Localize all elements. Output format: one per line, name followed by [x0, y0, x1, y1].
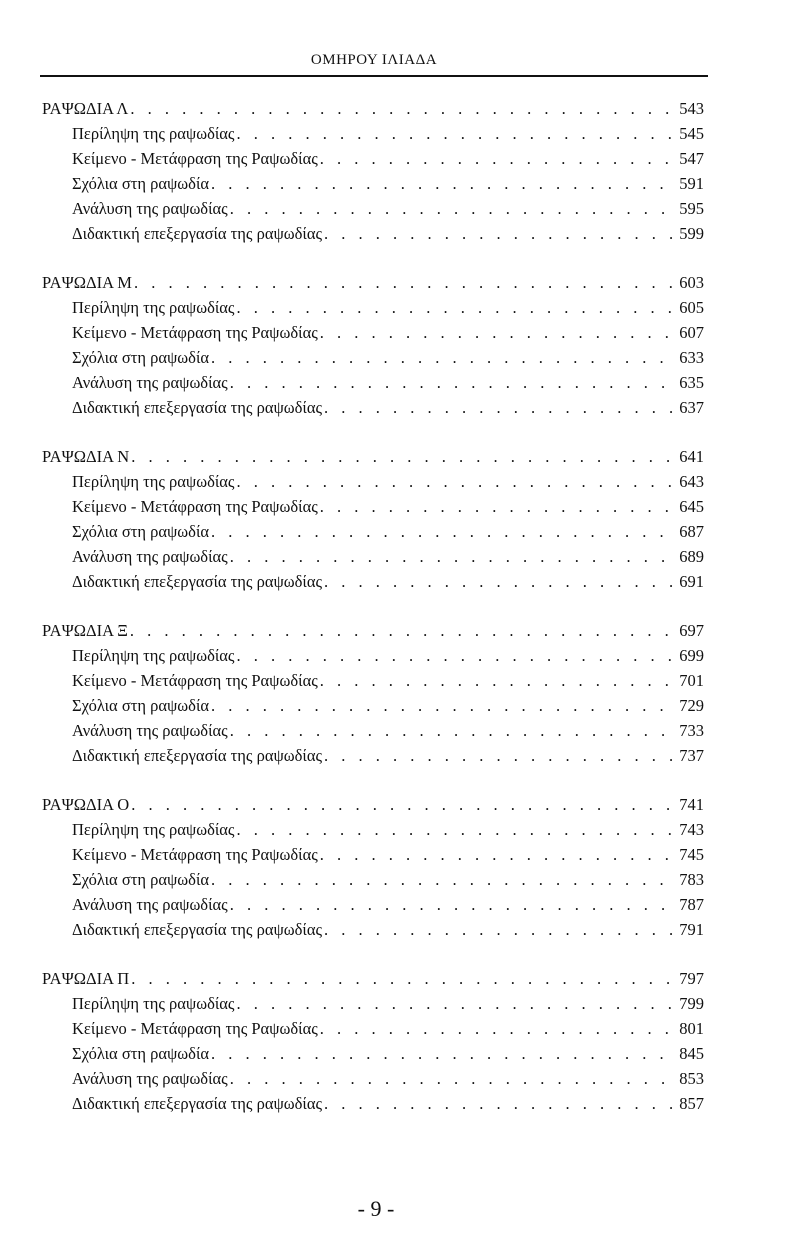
toc-page-number: 691	[679, 572, 704, 591]
toc-entry-label: Διδακτική επεξεργασία της ραψωδίας	[72, 572, 323, 591]
toc-page-number: 591	[679, 174, 704, 193]
toc-entry-label: Κείμενο - Μετάφραση της Ραψωδίας	[72, 323, 318, 342]
toc-entry-label: Σχόλια στη ραψωδία	[72, 1044, 210, 1063]
toc-entry-row[interactable]	[42, 370, 704, 395]
toc-page-number: 799	[679, 994, 704, 1013]
toc-section	[42, 618, 704, 768]
toc-chapter-title: ΡΑΨΩΔΙΑ Ο	[42, 795, 130, 814]
toc-entry-row[interactable]	[42, 345, 704, 370]
toc-entry-row[interactable]	[42, 817, 704, 842]
dot-leader	[236, 817, 677, 842]
toc-page-number: 603	[679, 273, 704, 292]
toc-entry-row[interactable]	[42, 643, 704, 668]
toc-page-number: 697	[679, 621, 704, 640]
toc-page-number: 595	[679, 199, 704, 218]
dot-leader	[131, 966, 677, 991]
toc-page-number: 641	[679, 447, 704, 466]
toc-chapter-title: ΡΑΨΩΔΙΑ Μ	[42, 273, 132, 292]
toc-page-number: 743	[679, 820, 704, 839]
dot-leader	[211, 867, 677, 892]
toc-page-number: 741	[679, 795, 704, 814]
toc-page-number: 701	[679, 671, 704, 690]
dot-leader	[320, 146, 677, 171]
toc-page-number: 545	[679, 124, 704, 143]
toc-page-number: 607	[679, 323, 704, 342]
toc-entry-row[interactable]	[42, 146, 704, 171]
dot-leader	[324, 917, 677, 942]
toc-page-number: 797	[679, 969, 704, 988]
toc-page-number: 745	[679, 845, 704, 864]
toc-page-number: 699	[679, 646, 704, 665]
toc-chapter-title: ΡΑΨΩΔΙΑ Π	[42, 969, 130, 988]
toc-entry-row[interactable]	[42, 295, 704, 320]
toc-page-number: 733	[679, 721, 704, 740]
toc-entry-row[interactable]	[42, 917, 704, 942]
toc-entry-row[interactable]	[42, 121, 704, 146]
page-number: - 9 -	[357, 1196, 395, 1221]
toc-entry-label: Κείμενο - Μετάφραση της Ραψωδίας	[72, 845, 318, 864]
dot-leader	[320, 1016, 677, 1041]
toc-entry-row[interactable]	[42, 469, 704, 494]
toc-entry-row[interactable]	[42, 991, 704, 1016]
dot-leader	[236, 643, 677, 668]
toc-entry-label: Περίληψη της ραψωδίας	[72, 298, 235, 317]
dot-leader	[320, 320, 677, 345]
dot-leader	[131, 444, 677, 469]
toc-entry-label: Σχόλια στη ραψωδία	[72, 348, 210, 367]
toc-page-number: 729	[679, 696, 704, 715]
toc-section	[42, 792, 704, 942]
toc-page-number: 845	[679, 1044, 704, 1063]
toc-chapter-row[interactable]	[42, 270, 704, 295]
toc-entry-label: Διδακτική επεξεργασία της ραψωδίας	[72, 224, 323, 243]
toc-chapter-title: ΡΑΨΩΔΙΑ Λ	[42, 99, 129, 118]
dot-leader	[230, 1066, 678, 1091]
toc-entry-label: Διδακτική επεξεργασία της ραψωδίας	[72, 398, 323, 417]
dot-leader	[130, 96, 677, 121]
toc-entry-label: Κείμενο - Μετάφραση της Ραψωδίας	[72, 149, 318, 168]
toc-chapter-row[interactable]	[42, 618, 704, 643]
toc-page-number: 687	[679, 522, 704, 541]
toc-chapter-title: ΡΑΨΩΔΙΑ Ν	[42, 447, 130, 466]
dot-leader	[236, 121, 677, 146]
toc-chapter-row[interactable]	[42, 96, 704, 121]
dot-leader	[130, 618, 677, 643]
toc-page-number: 635	[679, 373, 704, 392]
dot-leader	[236, 991, 677, 1016]
dot-leader	[324, 743, 677, 768]
toc-entry-label: Περίληψη της ραψωδίας	[72, 820, 235, 839]
toc-entry-row[interactable]	[42, 1091, 704, 1116]
dot-leader	[131, 792, 677, 817]
toc-entry-label: Ανάλυση της ραψωδίας	[72, 1069, 228, 1088]
toc-page-number: 599	[679, 224, 704, 243]
toc-entry-label: Κείμενο - Μετάφραση της Ραψωδίας	[72, 497, 318, 516]
toc-entry-row[interactable]	[42, 569, 704, 594]
dot-leader	[211, 519, 677, 544]
dot-leader	[320, 494, 677, 519]
toc-entry-label: Διδακτική επεξεργασία της ραψωδίας	[72, 746, 323, 765]
dot-leader	[324, 569, 677, 594]
toc-entry-row[interactable]	[42, 519, 704, 544]
toc-chapter-row[interactable]	[42, 792, 704, 817]
toc-entry-label: Σχόλια στη ραψωδία	[72, 696, 210, 715]
toc-entry-row[interactable]	[42, 1041, 704, 1066]
table-of-contents	[42, 96, 704, 1140]
toc-page-number: 737	[679, 746, 704, 765]
dot-leader	[320, 842, 677, 867]
toc-entry-row[interactable]	[42, 668, 704, 693]
toc-page-number: 787	[679, 895, 704, 914]
toc-page-number: 783	[679, 870, 704, 889]
toc-entry-row[interactable]	[42, 494, 704, 519]
toc-page-number: 605	[679, 298, 704, 317]
toc-entry-row[interactable]	[42, 718, 704, 743]
toc-entry-row[interactable]	[42, 171, 704, 196]
toc-entry-row[interactable]	[42, 395, 704, 420]
toc-page-number: 853	[679, 1069, 704, 1088]
dot-leader	[211, 171, 677, 196]
dot-leader	[320, 668, 677, 693]
toc-entry-row[interactable]	[42, 693, 704, 718]
toc-entry-label: Διδακτική επεξεργασία της ραψωδίας	[72, 1094, 323, 1113]
toc-page-number: 645	[679, 497, 704, 516]
dot-leader	[230, 196, 678, 221]
toc-chapter-row[interactable]	[42, 966, 704, 991]
toc-entry-row[interactable]	[42, 842, 704, 867]
dot-leader	[134, 270, 677, 295]
toc-page-number: 637	[679, 398, 704, 417]
toc-section	[42, 444, 704, 594]
toc-section	[42, 966, 704, 1116]
toc-entry-row[interactable]	[42, 1016, 704, 1041]
toc-page-number: 801	[679, 1019, 704, 1038]
toc-page-number: 643	[679, 472, 704, 491]
toc-entry-label: Ανάλυση της ραψωδίας	[72, 199, 228, 218]
dot-leader	[230, 370, 678, 395]
toc-entry-row[interactable]	[42, 544, 704, 569]
toc-entry-label: Διδακτική επεξεργασία της ραψωδίας	[72, 920, 323, 939]
toc-entry-label: Κείμενο - Μετάφραση της Ραψωδίας	[72, 671, 318, 690]
toc-section	[42, 270, 704, 420]
dot-leader	[324, 395, 677, 420]
dot-leader	[211, 345, 677, 370]
dot-leader	[236, 295, 677, 320]
running-head-title: ΟΜΗΡΟΥ ΙΛΙΑΔΑ	[310, 52, 438, 68]
dot-leader	[230, 718, 678, 743]
toc-entry-label: Ανάλυση της ραψωδίας	[72, 373, 228, 392]
toc-entry-row[interactable]	[42, 221, 704, 246]
dot-leader	[324, 1091, 677, 1116]
toc-entry-row[interactable]	[42, 867, 704, 892]
toc-entry-label: Ανάλυση της ραψωδίας	[72, 547, 228, 566]
toc-page-number: 791	[679, 920, 704, 939]
dot-leader	[324, 221, 677, 246]
toc-entry-row[interactable]	[42, 1066, 704, 1091]
dot-leader	[236, 469, 677, 494]
toc-entry-row[interactable]	[42, 892, 704, 917]
toc-section	[42, 96, 704, 246]
toc-page-number: 689	[679, 547, 704, 566]
toc-entry-label: Περίληψη της ραψωδίας	[72, 124, 235, 143]
toc-entry-row[interactable]	[42, 320, 704, 345]
toc-entry-label: Περίληψη της ραψωδίας	[72, 472, 235, 491]
dot-leader	[230, 892, 678, 917]
toc-entry-row[interactable]	[42, 196, 704, 221]
toc-entry-label: Σχόλια στη ραψωδία	[72, 870, 210, 889]
toc-page-number: 547	[679, 149, 704, 168]
toc-entry-label: Κείμενο - Μετάφραση της Ραψωδίας	[72, 1019, 318, 1038]
header-rule	[40, 75, 708, 77]
toc-entry-label: Σχόλια στη ραψωδία	[72, 522, 210, 541]
toc-entry-label: Ανάλυση της ραψωδίας	[72, 721, 228, 740]
dot-leader	[230, 544, 678, 569]
toc-entry-label: Σχόλια στη ραψωδία	[72, 174, 210, 193]
toc-chapter-title: ΡΑΨΩΔΙΑ Ξ	[42, 621, 128, 640]
dot-leader	[211, 1041, 677, 1066]
toc-chapter-row[interactable]	[42, 444, 704, 469]
toc-entry-label: Περίληψη της ραψωδίας	[72, 646, 235, 665]
dot-leader	[211, 693, 677, 718]
toc-page-number: 633	[679, 348, 704, 367]
toc-page-number: 857	[679, 1094, 704, 1113]
toc-entry-row[interactable]	[42, 743, 704, 768]
toc-entry-label: Περίληψη της ραψωδίας	[72, 994, 235, 1013]
toc-entry-label: Ανάλυση της ραψωδίας	[72, 895, 228, 914]
toc-page-number: 543	[679, 99, 704, 118]
